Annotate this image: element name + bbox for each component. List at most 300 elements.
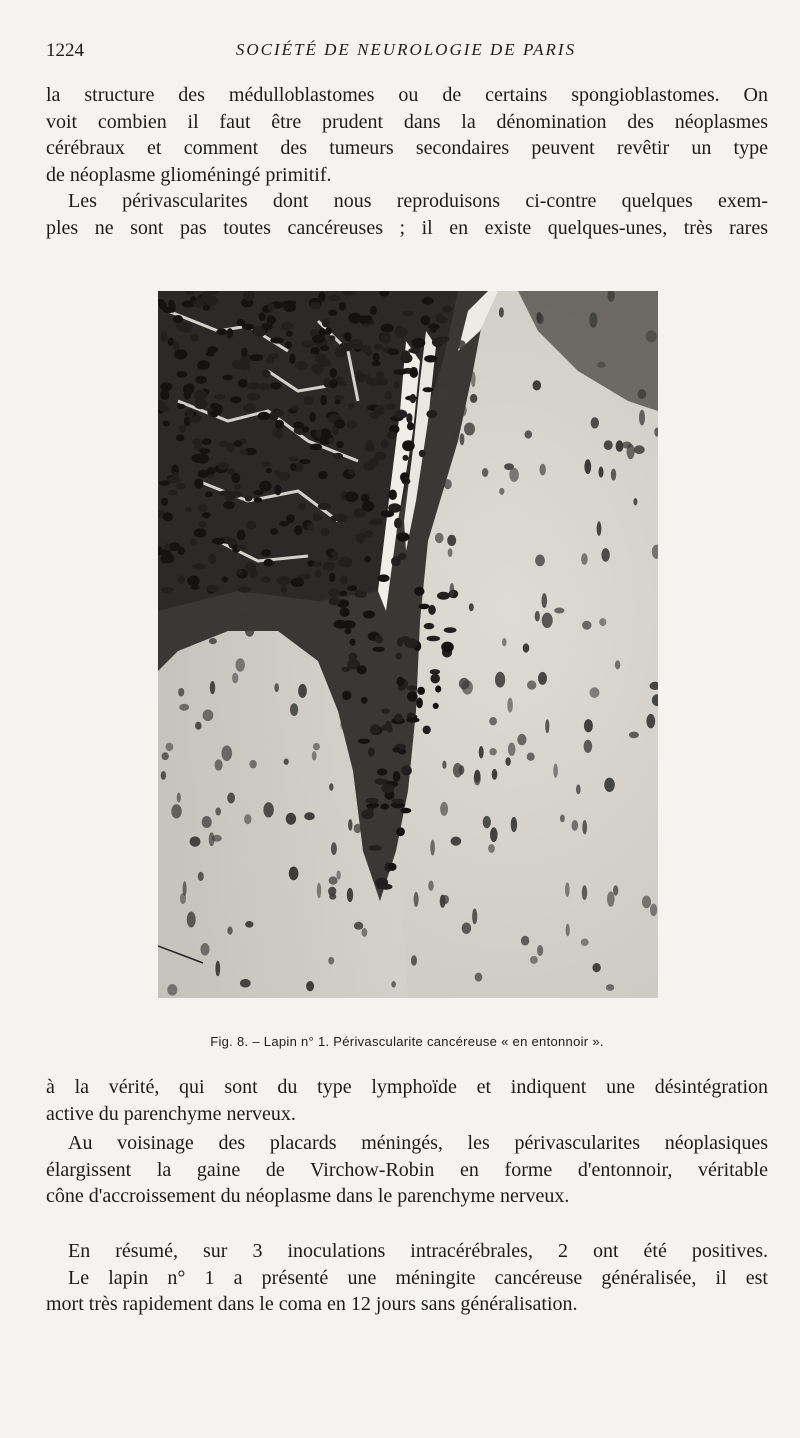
- cell-nucleus: [185, 507, 192, 513]
- cell-nucleus: [206, 585, 219, 592]
- cell-nucleus: [222, 375, 233, 381]
- cell-nucleus: [311, 363, 323, 373]
- cell-nucleus: [613, 885, 618, 895]
- cell-nucleus: [370, 724, 380, 734]
- cell-nucleus: [328, 310, 337, 316]
- cell-nucleus: [316, 430, 322, 439]
- cell-nucleus: [236, 545, 247, 550]
- cell-nucleus: [164, 543, 170, 550]
- cell-nucleus: [426, 410, 437, 418]
- cell-nucleus: [589, 312, 597, 328]
- cell-nucleus: [451, 837, 462, 846]
- cell-nucleus: [492, 769, 498, 780]
- cell-nucleus: [244, 814, 251, 824]
- cell-nucleus: [292, 406, 299, 411]
- cell-nucleus: [342, 620, 355, 629]
- cell-nucleus: [328, 438, 334, 444]
- cell-nucleus: [634, 445, 645, 454]
- cell-nucleus: [381, 439, 389, 448]
- cell-nucleus: [331, 551, 338, 556]
- cell-nucleus: [406, 717, 419, 722]
- cell-nucleus: [447, 535, 456, 546]
- cell-nucleus: [320, 528, 329, 537]
- cell-nucleus: [215, 759, 223, 770]
- cell-nucleus: [646, 330, 657, 342]
- cell-nucleus: [364, 556, 371, 563]
- cell-nucleus: [227, 793, 235, 804]
- cell-nucleus: [560, 815, 565, 823]
- cell-nucleus: [198, 504, 208, 512]
- cell-nucleus: [249, 760, 256, 768]
- cell-nucleus: [533, 380, 542, 390]
- text-line: active du parenchyme nerveux.: [46, 1102, 296, 1125]
- cell-nucleus: [245, 495, 252, 501]
- cell-nucleus: [242, 324, 254, 331]
- cell-nucleus: [202, 438, 212, 445]
- cell-nucleus: [527, 680, 536, 689]
- cell-nucleus: [178, 575, 185, 584]
- cell-nucleus: [388, 490, 397, 501]
- cell-nucleus: [160, 549, 171, 557]
- cell-nucleus: [606, 984, 614, 991]
- cell-nucleus: [470, 394, 478, 403]
- cell-nucleus: [633, 498, 637, 505]
- cell-nucleus: [329, 379, 337, 389]
- cell-nucleus: [247, 382, 260, 390]
- cell-nucleus: [381, 708, 389, 713]
- cell-nucleus: [430, 674, 440, 684]
- cell-nucleus: [328, 957, 334, 965]
- cell-nucleus: [187, 575, 199, 586]
- cell-nucleus: [281, 585, 287, 593]
- cell-nucleus: [345, 491, 359, 502]
- text-line: à la vérité, qui sont du type lymphoïde et indiquent une désintégration: [46, 1076, 768, 1098]
- cell-nucleus: [286, 813, 296, 825]
- cell-nucleus: [340, 607, 350, 617]
- cell-nucleus: [193, 438, 203, 446]
- cell-nucleus: [353, 343, 363, 350]
- cell-nucleus: [176, 323, 185, 331]
- cell-nucleus: [366, 798, 379, 804]
- cell-nucleus: [416, 698, 423, 709]
- cell-nucleus: [329, 783, 333, 791]
- text-line: ples ne sont pas toutes cancéreuses ; il en existe quelques-unes, très rares: [46, 216, 768, 239]
- cell-nucleus: [395, 410, 408, 419]
- text-line: voit combien il faut être prudent dans la dénomination des néoplasmes: [46, 110, 768, 133]
- text-line: mort très rapidement dans le coma en 12 jours sans généralisation.: [46, 1293, 578, 1315]
- cell-nucleus: [615, 660, 620, 669]
- cell-nucleus: [366, 804, 377, 809]
- cell-nucleus: [329, 335, 336, 341]
- cell-nucleus: [356, 537, 364, 543]
- cell-nucleus: [357, 665, 367, 674]
- cell-nucleus: [391, 981, 396, 988]
- cell-nucleus: [298, 684, 307, 698]
- cell-nucleus: [232, 360, 242, 369]
- cell-nucleus: [348, 403, 354, 409]
- cell-nucleus: [427, 636, 441, 642]
- cell-nucleus: [192, 563, 206, 569]
- cell-nucleus: [340, 718, 349, 730]
- cell-nucleus: [370, 306, 377, 315]
- cell-nucleus: [462, 923, 472, 934]
- cell-nucleus: [243, 613, 250, 628]
- cell-nucleus: [268, 353, 279, 359]
- cell-nucleus: [423, 387, 434, 392]
- cell-nucleus: [194, 478, 203, 488]
- cell-nucleus: [576, 784, 581, 794]
- cell-nucleus: [369, 518, 383, 525]
- cell-nucleus: [174, 349, 187, 359]
- cell-nucleus: [402, 440, 415, 451]
- cell-nucleus: [307, 523, 314, 531]
- cell-nucleus: [161, 771, 166, 780]
- cell-nucleus: [622, 442, 632, 449]
- cell-nucleus: [339, 591, 347, 596]
- cell-nucleus: [428, 605, 436, 615]
- cell-nucleus: [391, 557, 401, 567]
- cell-nucleus: [412, 338, 426, 348]
- cell-nucleus: [507, 698, 513, 713]
- cell-nucleus: [363, 611, 375, 619]
- cell-nucleus: [368, 845, 381, 851]
- cell-nucleus: [361, 697, 368, 704]
- cell-nucleus: [246, 521, 256, 530]
- running-head-title: SOCIÉTÉ DE NEUROLOGIE DE PARIS: [235, 40, 577, 59]
- cell-nucleus: [441, 642, 454, 653]
- cell-nucleus: [505, 757, 510, 766]
- cell-nucleus: [247, 393, 261, 401]
- cell-nucleus: [206, 351, 215, 356]
- paragraph-1: [46, 82, 768, 188]
- cell-nucleus: [238, 587, 251, 593]
- cell-nucleus: [179, 425, 186, 433]
- cell-nucleus: [167, 477, 181, 484]
- cell-nucleus: [270, 382, 281, 389]
- cell-nucleus: [304, 396, 314, 405]
- cell-nucleus: [394, 518, 402, 529]
- cell-nucleus: [313, 743, 320, 750]
- cell-nucleus: [469, 603, 474, 611]
- cell-nucleus: [417, 687, 425, 695]
- cell-nucleus: [315, 353, 327, 363]
- cell-nucleus: [312, 335, 325, 344]
- cell-nucleus: [521, 936, 529, 946]
- cell-nucleus: [301, 341, 314, 348]
- cell-nucleus: [241, 348, 247, 358]
- cell-nucleus: [216, 329, 227, 336]
- cell-nucleus: [215, 961, 220, 977]
- cell-nucleus: [400, 472, 409, 482]
- cell-nucleus: [377, 769, 387, 776]
- cell-nucleus: [423, 726, 431, 735]
- cell-nucleus: [328, 588, 340, 597]
- cell-nucleus: [377, 574, 389, 582]
- cell-nucleus: [177, 793, 181, 803]
- cell-nucleus: [284, 303, 296, 312]
- cell-nucleus: [410, 369, 419, 378]
- cell-nucleus: [285, 341, 292, 348]
- cell-nucleus: [161, 587, 174, 593]
- cell-nucleus: [270, 337, 283, 343]
- cell-nucleus: [304, 812, 315, 820]
- cell-nucleus: [261, 549, 271, 556]
- cell-nucleus: [290, 463, 296, 471]
- cell-nucleus: [400, 354, 412, 364]
- cell-nucleus: [424, 623, 435, 629]
- cell-nucleus: [230, 396, 241, 403]
- cell-nucleus: [209, 638, 217, 644]
- cell-nucleus: [161, 498, 168, 506]
- cell-nucleus: [590, 687, 600, 698]
- cell-nucleus: [238, 379, 248, 388]
- cell-nucleus: [400, 808, 411, 814]
- cell-nucleus: [355, 591, 367, 599]
- cell-nucleus: [289, 867, 299, 881]
- cell-nucleus: [380, 804, 389, 810]
- cell-nucleus: [442, 895, 449, 904]
- cell-nucleus: [339, 557, 353, 568]
- cell-nucleus: [264, 559, 274, 567]
- cell-nucleus: [361, 810, 374, 819]
- cell-nucleus: [471, 372, 476, 388]
- cell-nucleus: [362, 928, 368, 937]
- cell-nucleus: [202, 816, 212, 828]
- cell-nucleus: [176, 371, 187, 377]
- cell-nucleus: [203, 710, 214, 722]
- cell-nucleus: [460, 404, 467, 416]
- cell-nucleus: [581, 553, 588, 565]
- cell-nucleus: [205, 491, 213, 497]
- cell-nucleus: [348, 313, 361, 324]
- cell-nucleus: [258, 619, 263, 628]
- cell-nucleus: [310, 347, 319, 354]
- cell-nucleus: [237, 530, 246, 541]
- cell-nucleus: [394, 714, 403, 722]
- cell-nucleus: [325, 327, 332, 335]
- cell-nucleus: [230, 491, 243, 498]
- cell-nucleus: [191, 454, 205, 463]
- cell-nucleus: [435, 533, 444, 543]
- cell-nucleus: [286, 514, 295, 523]
- cell-nucleus: [322, 319, 330, 327]
- cell-nucleus: [530, 956, 538, 964]
- cell-nucleus: [310, 302, 321, 310]
- cell-nucleus: [301, 634, 307, 642]
- cell-nucleus: [267, 316, 276, 325]
- cell-nucleus: [565, 882, 570, 897]
- cell-nucleus: [650, 904, 657, 917]
- cell-nucleus: [184, 390, 192, 400]
- cell-nucleus: [190, 836, 201, 846]
- cell-nucleus: [419, 450, 426, 457]
- cell-nucleus: [385, 721, 392, 731]
- cell-nucleus: [248, 568, 257, 578]
- cell-nucleus: [424, 355, 437, 362]
- cell-nucleus: [173, 341, 180, 351]
- cell-nucleus: [288, 456, 299, 461]
- cell-nucleus: [219, 441, 229, 448]
- cell-nucleus: [227, 927, 232, 935]
- cell-nucleus: [509, 468, 519, 482]
- cell-nucleus: [591, 417, 599, 428]
- cell-nucleus: [240, 979, 251, 988]
- cell-nucleus: [537, 945, 543, 956]
- cell-nucleus: [380, 333, 391, 344]
- cell-nucleus: [472, 909, 477, 925]
- cell-nucleus: [646, 714, 655, 728]
- text-line: En résumé, sur 3 inoculations intracérébrales, 2 ont été positives.: [68, 1240, 768, 1262]
- cell-nucleus: [232, 673, 238, 684]
- cell-nucleus: [381, 784, 394, 793]
- cell-nucleus: [611, 469, 616, 481]
- cell-nucleus: [274, 485, 281, 496]
- cell-nucleus: [262, 461, 271, 466]
- cell-nucleus: [261, 576, 271, 583]
- cell-nucleus: [281, 322, 294, 331]
- cell-nucleus: [183, 881, 187, 896]
- cell-nucleus: [286, 331, 293, 337]
- histology-micrograph: [158, 291, 658, 998]
- cell-nucleus: [218, 462, 229, 470]
- cell-nucleus: [407, 422, 414, 430]
- cell-nucleus: [447, 433, 452, 445]
- cell-nucleus: [331, 842, 337, 855]
- cell-nucleus: [396, 827, 405, 836]
- cell-nucleus: [355, 374, 366, 383]
- cell-nucleus: [318, 471, 328, 479]
- cell-nucleus: [178, 688, 184, 697]
- cell-nucleus: [320, 439, 329, 444]
- cell-nucleus: [365, 446, 375, 452]
- cell-nucleus: [572, 820, 579, 831]
- cell-nucleus: [584, 740, 593, 753]
- cell-nucleus: [259, 312, 266, 321]
- cell-nucleus: [354, 922, 363, 930]
- cell-nucleus: [488, 844, 495, 853]
- cell-nucleus: [344, 332, 352, 341]
- cell-nucleus: [340, 575, 347, 584]
- cell-nucleus: [342, 691, 351, 701]
- cell-nucleus: [482, 468, 488, 477]
- cell-nucleus: [258, 412, 270, 420]
- cell-nucleus: [336, 441, 344, 448]
- cell-nucleus: [333, 453, 343, 460]
- cell-nucleus: [250, 354, 263, 361]
- cell-nucleus: [212, 538, 225, 545]
- cell-nucleus: [407, 685, 417, 690]
- figure-caption: Fig. 8. – Lapin n° 1. Périvascularite cancéreuse « en entonnoir ».: [210, 1034, 604, 1049]
- cell-nucleus: [629, 732, 639, 739]
- cell-nucleus: [535, 611, 540, 622]
- cell-nucleus: [375, 378, 388, 386]
- paragraph-4: [46, 1130, 768, 1210]
- cell-nucleus: [194, 390, 207, 401]
- cell-nucleus: [195, 722, 202, 730]
- cell-nucleus: [428, 881, 433, 891]
- cell-nucleus: [437, 592, 450, 600]
- text-line: de néoplasme glioméningé primitif.: [46, 163, 332, 186]
- cell-nucleus: [341, 343, 352, 351]
- cell-nucleus: [322, 562, 335, 571]
- cell-nucleus: [525, 430, 533, 438]
- cell-nucleus: [162, 752, 169, 760]
- cell-nucleus: [414, 587, 424, 596]
- cell-nucleus: [397, 677, 405, 687]
- cell-nucleus: [318, 503, 331, 510]
- cell-nucleus: [210, 410, 218, 417]
- cell-nucleus: [223, 501, 235, 509]
- cell-nucleus: [448, 548, 453, 557]
- cell-nucleus: [540, 464, 546, 476]
- page-number: 1224: [46, 40, 84, 61]
- cell-nucleus: [334, 395, 344, 400]
- cell-nucleus: [259, 481, 272, 492]
- text-line: Au voisinage des placards méningés, les périvascularites néoplasiques: [68, 1132, 768, 1154]
- cell-nucleus: [336, 870, 340, 879]
- cell-nucleus: [440, 802, 448, 816]
- cell-nucleus: [309, 412, 316, 422]
- cell-nucleus: [275, 420, 284, 429]
- cell-nucleus: [435, 685, 441, 692]
- cell-nucleus: [176, 483, 186, 490]
- cell-nucleus: [167, 984, 177, 995]
- cell-nucleus: [597, 362, 605, 368]
- cell-nucleus: [368, 747, 375, 757]
- cell-nucleus: [404, 638, 418, 648]
- cell-nucleus: [433, 703, 439, 709]
- cell-nucleus: [401, 765, 412, 775]
- cell-nucleus: [215, 808, 221, 816]
- cell-nucleus: [410, 394, 416, 403]
- cell-nucleus: [604, 440, 613, 450]
- cell-nucleus: [173, 315, 183, 323]
- cell-nucleus: [348, 819, 352, 831]
- cell-nucleus: [395, 653, 402, 660]
- cell-nucleus: [508, 743, 516, 756]
- cell-nucleus: [414, 892, 419, 907]
- cell-nucleus: [553, 764, 558, 778]
- cell-nucleus: [474, 770, 480, 783]
- cell-nucleus: [291, 578, 305, 587]
- text-line: cône d'accroissement du néoplasme dans le parenchyme nerveux.: [46, 1185, 570, 1207]
- cell-nucleus: [178, 547, 185, 555]
- cell-nucleus: [310, 444, 322, 451]
- cell-nucleus: [430, 323, 438, 333]
- cell-nucleus: [499, 307, 504, 317]
- cell-nucleus: [371, 361, 381, 366]
- cell-nucleus: [460, 433, 465, 445]
- cell-nucleus: [272, 428, 281, 437]
- cell-nucleus: [296, 601, 302, 609]
- cell-nucleus: [375, 635, 383, 643]
- cell-nucleus: [186, 409, 193, 419]
- cell-nucleus: [207, 467, 216, 475]
- cell-nucleus: [375, 878, 388, 887]
- cell-nucleus: [442, 306, 452, 313]
- cell-nucleus: [435, 431, 440, 443]
- cell-nucleus: [444, 479, 452, 489]
- cell-nucleus: [315, 570, 321, 578]
- cell-nucleus: [312, 751, 317, 760]
- cell-nucleus: [374, 344, 384, 350]
- cell-nucleus: [545, 719, 549, 733]
- cell-nucleus: [190, 538, 198, 545]
- cell-nucleus: [354, 824, 362, 833]
- cell-nucleus: [330, 515, 338, 521]
- cell-nucleus: [341, 667, 350, 672]
- cell-nucleus: [329, 876, 338, 884]
